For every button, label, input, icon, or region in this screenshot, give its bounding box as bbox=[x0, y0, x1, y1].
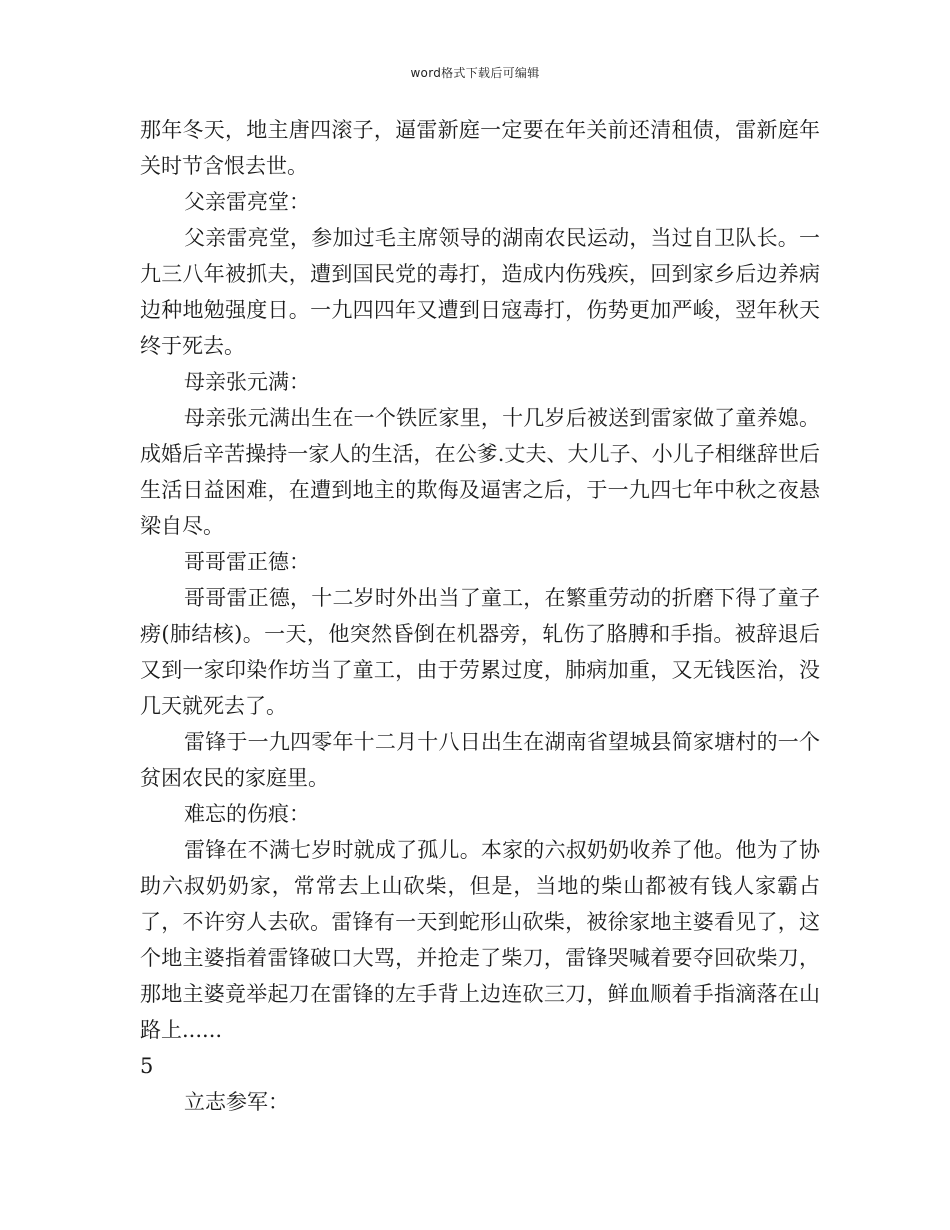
paragraph: 哥哥雷正德，十二岁时外出当了童工，在繁重劳动的折磨下得了童子痨(肺结核)。一天，他突然昏倒在机器旁，轧伤了胳膊和手指。被辞退后又到一家印染作坊当了童工，由于劳累过度，肺病加重，又无钱医治，没几天就死去了。 bbox=[140, 586, 820, 718]
page-number: 5 bbox=[140, 1054, 154, 1078]
paragraph: 哥哥雷正德： bbox=[184, 550, 310, 574]
paragraph: 立志参军： bbox=[184, 1090, 289, 1114]
page-header: word格式下载后可编辑 bbox=[410, 66, 540, 80]
paragraph: 雷锋在不满七岁时就成了孤儿。本家的六叔奶奶收养了他。他为了协助六叔奶奶家，常常去上山砍柴，但是，当地的柴山都被有钱人家霸占了，不许穷人去砍。雷锋有一天到蛇形山砍柴，被徐家地主婆看见了，这个地主婆指着雷锋破口大骂，并抢走了柴刀，雷锋哭喊着要夺回砍柴刀，那地主婆竟举起刀在雷锋的左手背上边连砍三刀，鲜血顺着手指滴落在山路上...... bbox=[140, 838, 820, 1042]
paragraph: 父亲雷亮堂，参加过毛主席领导的湖南农民运动，当过自卫队长。一九三八年被抓夫，遭到国民党的毒打，造成内伤残疾，回到家乡后边养病边种地勉强度日。一九四四年又遭到日寇毒打，伤势更加严峻，翌年秋天终于死去。 bbox=[140, 226, 820, 358]
paragraph: 难忘的伤痕： bbox=[184, 802, 310, 826]
paragraph: 那年冬天，地主唐四滚子，逼雷新庭一定要在年关前还清租债，雷新庭年关时节含恨去世。 bbox=[140, 118, 820, 178]
document-body bbox=[140, 112, 820, 1120]
paragraph: 父亲雷亮堂： bbox=[184, 190, 310, 214]
paragraph: 雷锋于一九四零年十二月十八日出生在湖南省望城县简家塘村的一个贫困农民的家庭里。 bbox=[140, 730, 820, 790]
paragraph: 母亲张元满： bbox=[184, 370, 310, 394]
paragraph: 母亲张元满出生在一个铁匠家里，十几岁后被送到雷家做了童养媳。成婚后辛苦操持一家人的生活，在公爹.丈夫、大儿子、小儿子相继辞世后生活日益困难，在遭到地主的欺侮及逼害之后，于一九四七年中秋之夜悬梁自尽。 bbox=[140, 406, 820, 538]
